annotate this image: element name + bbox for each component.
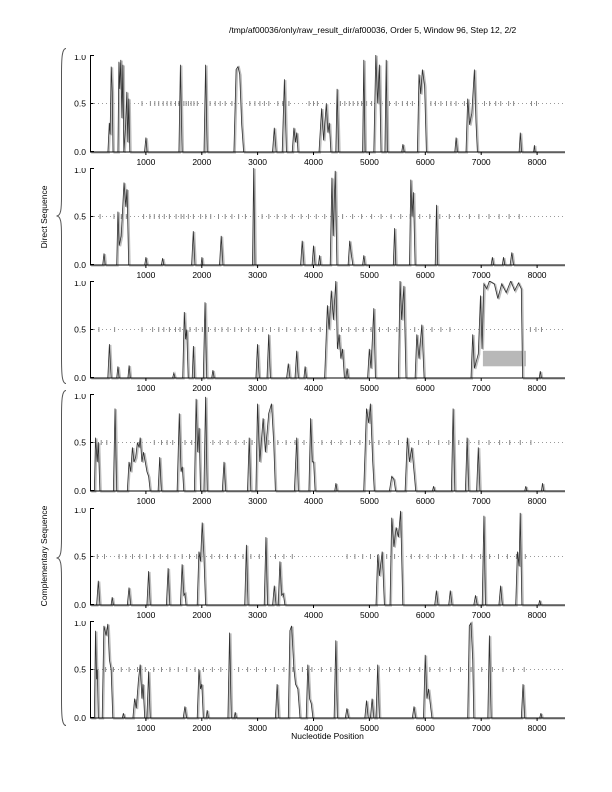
x-tick-label: 4000 — [304, 723, 323, 733]
y-tick-label: 0.5 — [74, 551, 86, 562]
panel-complementary-1 — [60, 394, 565, 507]
y-tick-label: 0.0 — [74, 486, 86, 496]
x-tick-label: 8000 — [527, 270, 547, 280]
probability-trace-halo — [91, 624, 565, 719]
x-tick-label: 4000 — [304, 270, 323, 280]
x-tick-label: 7000 — [471, 723, 491, 733]
x-tick-label: 2000 — [192, 157, 212, 167]
probability-trace-halo — [91, 169, 565, 266]
x-tick-label: 6000 — [415, 723, 435, 733]
x-tick-label: 8000 — [527, 383, 547, 393]
y-tick-label: 0.5 — [74, 324, 86, 335]
x-tick-label: 6000 — [415, 496, 435, 506]
x-tick-label: 6000 — [415, 383, 435, 393]
panel-direct-3 — [60, 281, 565, 394]
panel-direct-2 — [60, 168, 565, 281]
x-tick-label: 5000 — [359, 496, 379, 506]
x-tick-label: 3000 — [248, 157, 268, 167]
x-tick-label: 2000 — [192, 610, 212, 620]
panel-plot-direct-1 — [60, 55, 565, 168]
x-tick-label: 2000 — [192, 383, 212, 393]
y-axis — [91, 509, 95, 605]
x-tick-label: 1000 — [136, 157, 156, 167]
x-tick-label: 5000 — [359, 383, 379, 393]
y-tick-label: 0.5 — [74, 664, 86, 675]
y-axis — [91, 622, 95, 718]
highlight-box — [483, 351, 526, 367]
x-tick-label: 4000 — [304, 157, 323, 167]
x-tick-label: 1000 — [136, 610, 156, 620]
y-axis — [91, 395, 95, 491]
y-tick-label: 0.5 — [74, 437, 86, 448]
y-tick-label: 1.0 — [74, 621, 86, 628]
x-tick-label: 3000 — [248, 496, 268, 506]
x-tick-label: 2000 — [192, 723, 212, 733]
plot-title: /tmp/af00036/only/raw_result_dir/af00036, Order 5, Window 96, Step 12, 2/2 — [229, 25, 517, 35]
probability-trace-halo — [91, 56, 565, 153]
x-tick-label: 8000 — [527, 723, 547, 733]
x-tick-label: 7000 — [471, 157, 491, 167]
probability-trace-halo — [91, 512, 565, 606]
x-tick-label: 5000 — [359, 157, 379, 167]
x-tick-label: 8000 — [527, 157, 547, 167]
panel-plot-complementary-2 — [60, 508, 565, 621]
panel-plot-complementary-3 — [60, 621, 565, 734]
x-tick-label: 5000 — [359, 723, 379, 733]
x-tick-label: 3000 — [248, 723, 268, 733]
x-tick-label: 4000 — [304, 496, 323, 506]
x-tick-label: 2000 — [192, 496, 212, 506]
direct-sequence-label: Direct Sequence — [39, 185, 49, 249]
y-axis — [91, 56, 95, 152]
panel-complementary-3 — [60, 621, 565, 734]
panel-direct-1 — [60, 55, 565, 168]
x-tick-label: 7000 — [471, 496, 491, 506]
y-tick-label: 1.0 — [74, 281, 86, 288]
y-tick-label: 0.5 — [74, 211, 86, 222]
x-tick-label: 7000 — [471, 383, 491, 393]
y-axis — [91, 169, 95, 265]
x-axis-title: Nucleotide Position — [291, 731, 364, 741]
x-tick-label: 1000 — [136, 270, 156, 280]
y-axis — [91, 282, 95, 378]
complementary-sequence-label: Complementary Sequence — [39, 505, 49, 607]
x-tick-label: 8000 — [527, 610, 547, 620]
probability-trace-halo — [91, 398, 565, 492]
x-tick-label: 5000 — [359, 270, 379, 280]
y-tick-label: 0.0 — [74, 713, 86, 723]
y-tick-label: 1.0 — [74, 55, 86, 62]
x-tick-label: 4000 — [304, 383, 323, 393]
x-tick-label: 8000 — [527, 496, 547, 506]
panel-plot-direct-2 — [60, 168, 565, 281]
x-tick-label: 3000 — [248, 270, 268, 280]
y-tick-label: 1.0 — [74, 168, 86, 175]
x-tick-label: 7000 — [471, 610, 491, 620]
x-tick-label: 3000 — [248, 383, 268, 393]
x-tick-label: 1000 — [136, 496, 156, 506]
x-tick-label: 5000 — [359, 610, 379, 620]
x-tick-label: 1000 — [136, 723, 156, 733]
x-tick-label: 3000 — [248, 610, 268, 620]
y-tick-label: 0.0 — [74, 260, 86, 270]
panel-complementary-2 — [60, 508, 565, 621]
x-tick-label: 2000 — [192, 270, 212, 280]
x-tick-label: 4000 — [304, 610, 323, 620]
probability-trace — [90, 511, 564, 605]
y-tick-label: 0.5 — [74, 98, 86, 109]
y-tick-label: 1.0 — [74, 394, 86, 401]
x-tick-label: 7000 — [471, 270, 491, 280]
y-tick-label: 0.0 — [74, 600, 86, 610]
x-tick-label: 6000 — [415, 157, 435, 167]
y-tick-label: 0.0 — [74, 373, 86, 383]
x-tick-label: 6000 — [415, 610, 435, 620]
panel-plot-direct-3 — [60, 281, 565, 394]
x-tick-label: 6000 — [415, 270, 435, 280]
y-tick-label: 0.0 — [74, 147, 86, 157]
y-tick-label: 1.0 — [74, 508, 86, 515]
panel-plot-complementary-1 — [60, 394, 565, 507]
x-tick-label: 1000 — [136, 383, 156, 393]
